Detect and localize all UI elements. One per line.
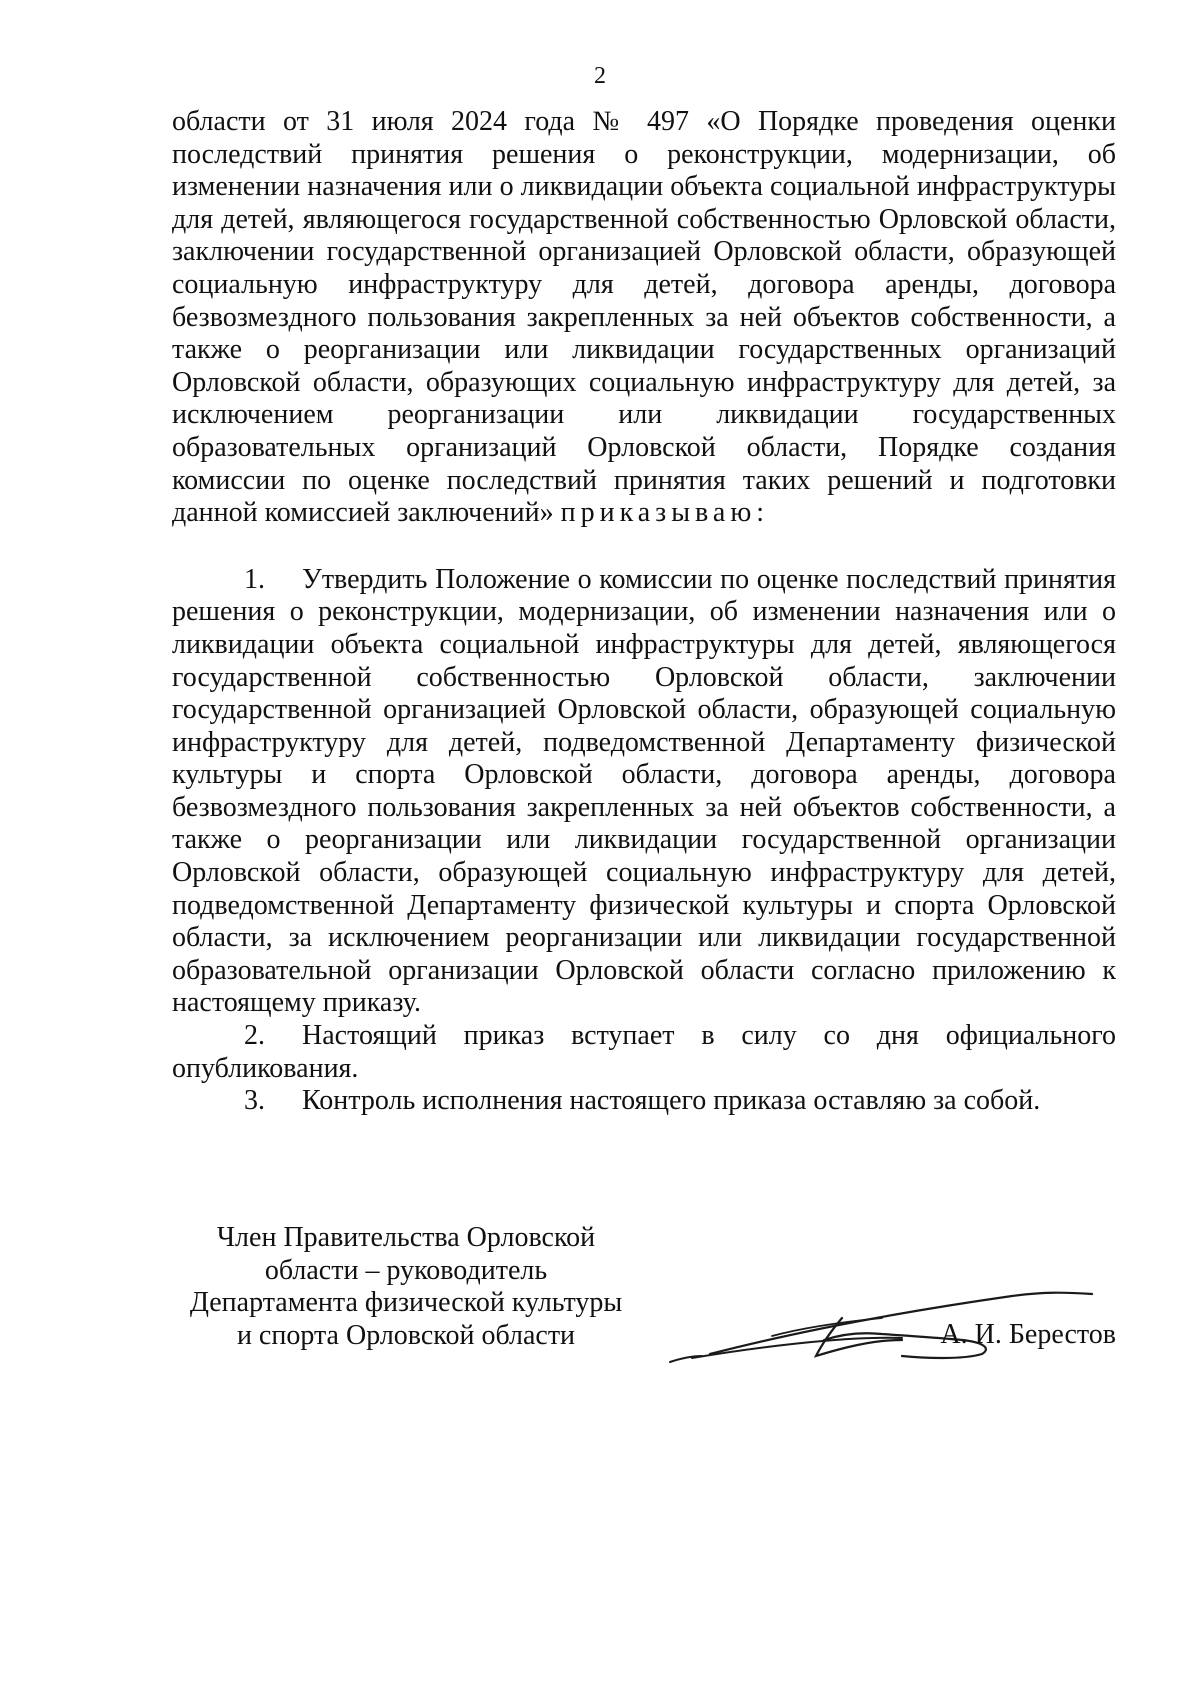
item-number: 1. [244,563,265,595]
order-item-3 [172,1085,1116,1118]
paragraph-gap [172,530,1116,564]
order-item-1 [172,564,1116,1020]
item-number: 2. [244,1020,265,1052]
item-text: Утвердить Положение о комиссии по оценке последствий принятия решения о реконструкции, модернизации, об изменении назначения или о ликвидации объекта социальной инфраструктуры для детей, являющегося государственной собственностью Орловской области, заключении государственной организацией Орловской области, образующей социальную инфраструктуру для детей, подведомственной Департаменту физической культуры и спорта Орловской области, договора аренды, договора безвозмездного пользования закрепленных за ней объектов собственности, а также о реорганизации или ликвидации государственной организации Орловской области, образующей социальную инфраструктуру для детей, подведомственной Департаменту физической культуры и спорта Орловской области, за исключением реорганизации или ликвидации государственной образовательной организации Орловской области согласно приложению к настоящему приказу. [172,563,1116,1019]
item-number: 3. [244,1085,265,1117]
item-text: Контроль исполнения настоящего приказа оставляю за собой. [302,1085,1041,1117]
signatory-title-line: Член Правительства Орловской [216,1222,596,1253]
preamble-paragraph [172,106,1116,530]
signatory-title-line: области – руководитель [264,1254,548,1286]
signatory-title-line: Департамента физической культуры [189,1287,623,1319]
order-item-2 [172,1020,1116,1085]
item-text: Настоящий приказ вступает в силу со дня официального опубликования. [172,1020,1116,1084]
signatory-title-line: и спорта Орловской области [236,1319,576,1351]
order-word: приказываю: [560,497,770,529]
signature-block [172,1222,1116,1362]
signatory-name: А. И. Берестов [940,1319,1116,1350]
page-number: 2 [594,63,606,89]
document-body [172,106,1116,1118]
preamble-text: области от 31 июля 2024 года № 497 «О Порядке проведения оценки последствий принятия решения о реконструкции, модернизации, об изменении назначения или о ликвидации объекта социальной инфраструктуры для детей, являющегося государственной собственностью Орловской области, заключении государственной организацией Орловской области, образующей социальную инфраструктуру для детей, договора аренды, договора безвозмездного пользования закрепленных за ней объектов собственности, а также о реорганизации или ликвидации государственных организаций Орловской области, образующих социальную инфраструктуру для детей, за исключением реорганизации или ликвидации государственных образовательных организаций Орловской области, Порядке создания комиссии по оценке последствий принятия таких решений и подготовки данной комиссией заключений» [172,106,1116,529]
